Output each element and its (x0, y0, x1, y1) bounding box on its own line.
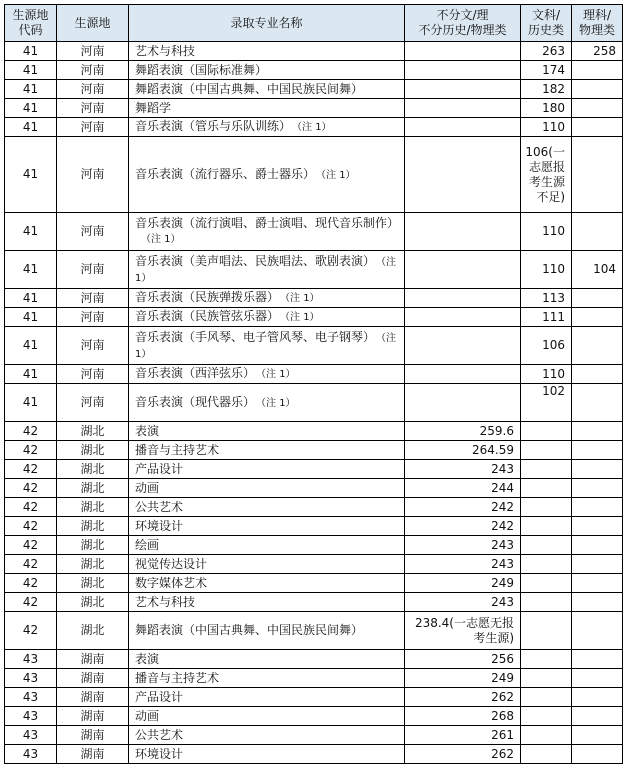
table-row (5, 99, 623, 118)
cell-province: 湖北 (57, 498, 129, 517)
cell-major (129, 308, 405, 327)
cell-province: 湖北 (57, 555, 129, 574)
cell-code: 41 (5, 61, 57, 80)
cell-major (129, 80, 405, 99)
cell-province: 河南 (57, 61, 129, 80)
cell-province: 湖北 (57, 574, 129, 593)
cell-major (129, 574, 405, 593)
table-row (5, 612, 623, 650)
cell-province: 湖南 (57, 688, 129, 707)
cell-li-score (572, 460, 623, 479)
cell-major (129, 384, 405, 422)
cell-major (129, 707, 405, 726)
cell-wen-score (521, 593, 572, 612)
cell-code: 43 (5, 745, 57, 764)
cell-major (129, 118, 405, 137)
cell-code: 42 (5, 555, 57, 574)
cell-province: 湖南 (57, 669, 129, 688)
table-row (5, 251, 623, 289)
cell-code: 42 (5, 536, 57, 555)
cell-province: 湖南 (57, 650, 129, 669)
cell-mixed-score (405, 99, 521, 118)
cell-mixed-score (405, 384, 521, 422)
cell-mixed-score (405, 327, 521, 365)
cell-code: 42 (5, 574, 57, 593)
major-name: 舞蹈表演（国际标准舞） (135, 62, 268, 77)
cell-major (129, 441, 405, 460)
cell-wen-score (521, 536, 572, 555)
table-row (5, 308, 623, 327)
cell-code: 41 (5, 365, 57, 384)
cell-li-score (572, 726, 623, 745)
cell-wen-score (521, 574, 572, 593)
cell-wen-score (521, 555, 572, 574)
major-name: 播音与主持艺术 (135, 670, 220, 685)
cell-code: 41 (5, 42, 57, 61)
cell-province: 河南 (57, 137, 129, 213)
major-name: 音乐表演（西洋弦乐） (135, 366, 256, 380)
major-name: 产品设计 (135, 461, 184, 476)
cell-province: 河南 (57, 99, 129, 118)
cell-mixed-score: 264.59 (405, 441, 521, 460)
header-code: 生源地 代码 (5, 5, 57, 42)
table-row (5, 118, 623, 137)
cell-province: 湖北 (57, 460, 129, 479)
cell-mixed-score: 243 (405, 593, 521, 612)
cell-province: 河南 (57, 289, 129, 308)
cell-li-score (572, 80, 623, 99)
cell-province: 湖北 (57, 612, 129, 650)
cell-wen-score: 263 (521, 42, 572, 61)
cell-li-score (572, 289, 623, 308)
cell-mixed-score (405, 308, 521, 327)
cell-code: 43 (5, 688, 57, 707)
cell-major (129, 688, 405, 707)
cell-li-score (572, 536, 623, 555)
table-row (5, 517, 623, 536)
cell-major (129, 479, 405, 498)
table-row (5, 669, 623, 688)
cell-wen-score (521, 745, 572, 764)
cell-major (129, 289, 405, 308)
major-name: 动画 (135, 480, 160, 495)
major-name: 动画 (135, 708, 160, 723)
major-name: 舞蹈表演（中国古典舞、中国民族民间舞） (135, 81, 364, 96)
cell-mixed-score (405, 251, 521, 289)
cell-province: 湖北 (57, 517, 129, 536)
cell-wen-score (521, 726, 572, 745)
cell-mixed-score: 242 (405, 517, 521, 536)
cell-mixed-score: 249 (405, 574, 521, 593)
cell-li-score (572, 327, 623, 365)
cell-major (129, 213, 405, 251)
header-province: 生源地 (57, 5, 129, 42)
major-note: （注 1） (135, 332, 397, 360)
cell-major (129, 498, 405, 517)
major-name: 数字媒体艺术 (135, 575, 208, 590)
cell-mixed-score: 244 (405, 479, 521, 498)
cell-wen-score: 102 (521, 384, 572, 422)
cell-mixed-score: 268 (405, 707, 521, 726)
cell-code: 43 (5, 650, 57, 669)
cell-wen-score: 113 (521, 289, 572, 308)
cell-province: 河南 (57, 80, 129, 99)
cell-province: 湖北 (57, 536, 129, 555)
cell-province: 河南 (57, 365, 129, 384)
table-row (5, 441, 623, 460)
cell-mixed-score: 238.4(一志愿无报考生源) (405, 612, 521, 650)
cell-major (129, 137, 405, 213)
cell-code: 42 (5, 441, 57, 460)
cell-mixed-score (405, 80, 521, 99)
header-mixed: 不分文/理 不分历史/物理类 (405, 5, 521, 42)
cell-wen-score (521, 441, 572, 460)
cell-mixed-score (405, 213, 521, 251)
cell-province: 河南 (57, 308, 129, 327)
cell-province: 河南 (57, 118, 129, 137)
cell-code: 42 (5, 422, 57, 441)
cell-mixed-score (405, 289, 521, 308)
cell-wen-score: 180 (521, 99, 572, 118)
major-name: 舞蹈表演（中国古典舞、中国民族民间舞） (135, 623, 364, 637)
cell-li-score (572, 574, 623, 593)
cell-major (129, 517, 405, 536)
cell-li-score (572, 384, 623, 422)
cell-major (129, 650, 405, 669)
major-note: （注 1） (297, 122, 332, 133)
major-name: 音乐表演（流行演唱、爵士演唱、现代音乐制作） (135, 216, 400, 230)
table-row (5, 80, 623, 99)
cell-major (129, 745, 405, 764)
cell-major (129, 460, 405, 479)
cell-wen-score (521, 612, 572, 650)
major-name: 音乐表演（流行器乐、爵士器乐） (135, 166, 316, 181)
cell-major (129, 61, 405, 80)
major-name: 绘画 (135, 537, 160, 552)
cell-province: 河南 (57, 213, 129, 251)
cell-major (129, 593, 405, 612)
cell-wen-score: 110 (521, 365, 572, 384)
cell-mixed-score: 243 (405, 536, 521, 555)
cell-wen-score (521, 669, 572, 688)
table-row (5, 42, 623, 61)
header-major: 录取专业名称 (129, 5, 405, 42)
table-row (5, 479, 623, 498)
major-name: 音乐表演（民族弹拨乐器） (135, 290, 280, 304)
cell-code: 42 (5, 612, 57, 650)
cell-li-score (572, 213, 623, 251)
cell-major (129, 327, 405, 365)
table-row (5, 536, 623, 555)
major-note: （注 1） (261, 397, 296, 409)
header-wen: 文科/ 历史类 (521, 5, 572, 42)
cell-province: 河南 (57, 251, 129, 289)
cell-mixed-score: 256 (405, 650, 521, 669)
cell-li-score: 104 (572, 251, 623, 289)
cell-mixed-score: 242 (405, 498, 521, 517)
cell-li-score (572, 99, 623, 118)
major-name: 艺术与科技 (135, 594, 196, 609)
major-name: 环境设计 (135, 518, 184, 533)
admission-score-table (4, 4, 623, 764)
cell-code: 41 (5, 118, 57, 137)
major-note: （注 1） (135, 256, 397, 284)
cell-li-score (572, 612, 623, 650)
cell-code: 42 (5, 479, 57, 498)
cell-province: 湖北 (57, 479, 129, 498)
table-row (5, 213, 623, 251)
header-li: 理科/ 物理类 (572, 5, 623, 42)
cell-code: 41 (5, 308, 57, 327)
table-row (5, 498, 623, 517)
cell-major (129, 555, 405, 574)
cell-code: 41 (5, 99, 57, 118)
cell-mixed-score: 262 (405, 745, 521, 764)
cell-province: 湖南 (57, 745, 129, 764)
cell-li-score (572, 688, 623, 707)
cell-mixed-score: 259.6 (405, 422, 521, 441)
cell-mixed-score: 243 (405, 555, 521, 574)
cell-code: 41 (5, 327, 57, 365)
cell-wen-score: 110 (521, 251, 572, 289)
table-row (5, 650, 623, 669)
cell-code: 43 (5, 726, 57, 745)
cell-code: 42 (5, 593, 57, 612)
cell-wen-score: 106 (521, 327, 572, 365)
cell-code: 42 (5, 517, 57, 536)
major-name: 环境设计 (135, 746, 184, 761)
cell-wen-score (521, 650, 572, 669)
cell-mixed-score (405, 365, 521, 384)
cell-li-score (572, 517, 623, 536)
cell-li-score (572, 707, 623, 726)
cell-li-score (572, 745, 623, 764)
cell-wen-score: 111 (521, 308, 572, 327)
cell-major (129, 612, 405, 650)
cell-code: 41 (5, 80, 57, 99)
cell-wen-score (521, 422, 572, 441)
table-row (5, 726, 623, 745)
cell-li-score (572, 650, 623, 669)
cell-major (129, 536, 405, 555)
cell-wen-score: 182 (521, 80, 572, 99)
cell-mixed-score (405, 42, 521, 61)
major-name: 视觉传达设计 (135, 556, 208, 571)
cell-province: 河南 (57, 384, 129, 422)
cell-wen-score (521, 498, 572, 517)
table-row (5, 460, 623, 479)
major-name: 产品设计 (135, 689, 184, 704)
cell-code: 43 (5, 707, 57, 726)
table-row (5, 61, 623, 80)
table-row (5, 745, 623, 764)
cell-li-score (572, 365, 623, 384)
table-row (5, 555, 623, 574)
table-row (5, 707, 623, 726)
cell-province: 湖北 (57, 441, 129, 460)
cell-major (129, 726, 405, 745)
cell-code: 41 (5, 213, 57, 251)
cell-wen-score: 110 (521, 213, 572, 251)
cell-li-score (572, 555, 623, 574)
major-note: （注 1） (321, 169, 356, 181)
table-row (5, 365, 623, 384)
table-row (5, 593, 623, 612)
table-row (5, 327, 623, 365)
cell-code: 41 (5, 289, 57, 308)
cell-mixed-score (405, 61, 521, 80)
cell-mixed-score: 262 (405, 688, 521, 707)
cell-li-score (572, 593, 623, 612)
major-name: 表演 (135, 651, 160, 666)
major-name: 音乐表演（现代器乐） (135, 394, 256, 409)
major-name: 音乐表演（管乐与乐队训练） (135, 119, 292, 133)
cell-li-score (572, 308, 623, 327)
cell-li-score (572, 61, 623, 80)
cell-li-score (572, 137, 623, 213)
cell-major (129, 251, 405, 289)
cell-wen-score (521, 707, 572, 726)
cell-code: 41 (5, 251, 57, 289)
cell-province: 湖南 (57, 707, 129, 726)
cell-wen-score (521, 460, 572, 479)
cell-major (129, 365, 405, 384)
major-name: 表演 (135, 423, 160, 438)
cell-major (129, 669, 405, 688)
cell-li-score (572, 669, 623, 688)
cell-li-score (572, 479, 623, 498)
table-row (5, 422, 623, 441)
major-name: 公共艺术 (135, 727, 184, 742)
cell-li-score: 258 (572, 42, 623, 61)
cell-code: 42 (5, 460, 57, 479)
cell-province: 河南 (57, 42, 129, 61)
cell-wen-score (521, 688, 572, 707)
cell-mixed-score: 243 (405, 460, 521, 479)
cell-mixed-score: 249 (405, 669, 521, 688)
cell-mixed-score (405, 137, 521, 213)
cell-mixed-score: 261 (405, 726, 521, 745)
cell-wen-score (521, 517, 572, 536)
cell-li-score (572, 498, 623, 517)
cell-code: 41 (5, 384, 57, 422)
cell-code: 43 (5, 669, 57, 688)
major-name: 公共艺术 (135, 499, 184, 514)
cell-li-score (572, 441, 623, 460)
table-row (5, 688, 623, 707)
cell-li-score (572, 118, 623, 137)
major-name: 播音与主持艺术 (135, 442, 220, 457)
major-name: 音乐表演（民族管弦乐器） (135, 309, 280, 323)
cell-major (129, 422, 405, 441)
cell-code: 42 (5, 498, 57, 517)
cell-wen-score: 174 (521, 61, 572, 80)
major-note: （注 1） (261, 369, 296, 380)
cell-province: 湖北 (57, 422, 129, 441)
header-row (5, 5, 623, 42)
cell-province: 河南 (57, 327, 129, 365)
cell-wen-score (521, 479, 572, 498)
cell-major (129, 99, 405, 118)
cell-mixed-score (405, 118, 521, 137)
major-note: （注 1） (285, 293, 320, 304)
table-row (5, 384, 623, 422)
cell-li-score (572, 422, 623, 441)
cell-province: 湖北 (57, 593, 129, 612)
major-name: 艺术与科技 (135, 43, 196, 58)
cell-code: 41 (5, 137, 57, 213)
table-row (5, 574, 623, 593)
cell-major (129, 42, 405, 61)
table-row (5, 137, 623, 213)
cell-province: 湖南 (57, 726, 129, 745)
major-name: 舞蹈学 (135, 100, 172, 115)
cell-wen-score: 106(一志愿报考生源不足) (521, 137, 572, 213)
cell-wen-score: 110 (521, 118, 572, 137)
major-note: （注 1） (285, 312, 320, 323)
table-row (5, 289, 623, 308)
major-note: （注 1） (141, 234, 181, 245)
major-name: 音乐表演（美声唱法、民族唱法、歌剧表演） (135, 253, 376, 268)
major-name: 音乐表演（手风琴、电子管风琴、电子钢琴） (135, 329, 376, 344)
